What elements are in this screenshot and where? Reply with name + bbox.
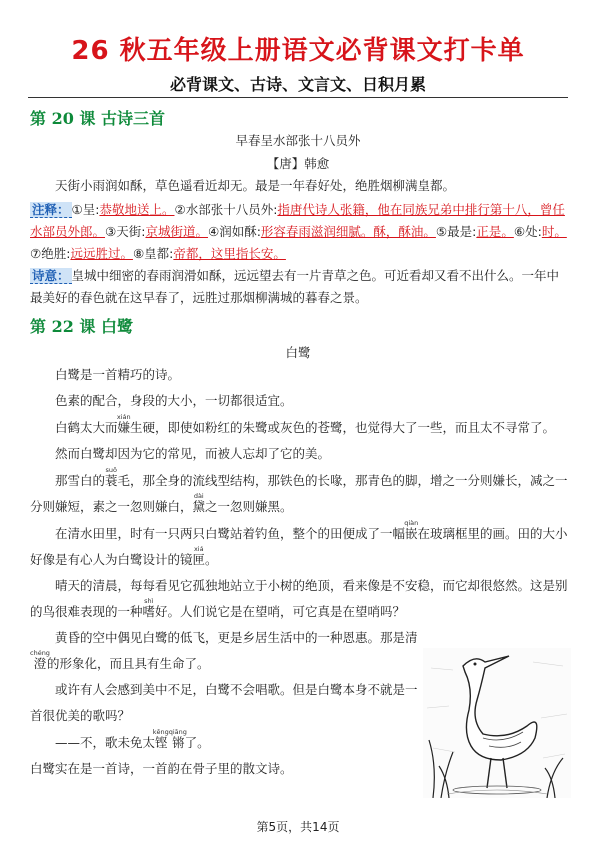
note-term: 润如酥: [219,224,261,239]
note-def: 恭敬地送上。 [99,202,175,217]
lesson-22-heading: 第 22 课 白鹭 [30,317,133,336]
note-term: 水部张十八员外: [185,202,278,217]
note-num: ⑤ [435,224,448,239]
note-term: 皇都: [144,246,174,261]
note-def: 指唐代诗人张籍，他在同族兄弟中排行第十八，曾任水部员外郎。 [30,202,565,239]
essay-paragraph: 白鹭是一首精巧的诗。 [55,367,181,382]
essay-paragraph: ——不，歌未免太铿锵kēngqiāng了。 [55,728,210,750]
note-num: ① [71,202,83,217]
note-def: 帝都，这里指长安。 [173,246,286,261]
essay-paragraph: 然而白鹭却因为它的常见，而被人忘却了它的美。 [55,446,331,461]
note-term: 呈: [82,202,100,217]
lesson-20-heading: 第 20 课 古诗三首 [30,109,165,128]
essay-paragraph: 在清水田里，时有一只两只白鹭站着钓鱼，整个的田便成了一幅嵌qiàn在玻璃框里的画。田的大小好像是有心人为白鹭设计的镜匣xiá。 [30,519,568,567]
egret-illustration [423,648,571,798]
note-num: ⑥ [513,224,526,239]
note-term: 绝胜: [41,246,71,261]
poem-meaning [30,265,570,309]
notes-label: 注释： [32,202,70,217]
note-term: 天街: [116,224,146,239]
poem-title: 早春呈水部张十八员外 [235,133,361,148]
essay-paragraph: 黄昏的空中偶见白鹭的低飞，更是乡居生活中的一种恩惠。那是清澄chéng的形象化，而且具有生命了。 [30,630,418,671]
meaning-label: 诗意： [32,268,70,283]
note-def: 形容春雨滋润细腻。酥，酥油。 [260,224,436,239]
header-divider [28,97,568,98]
essay-paragraph: 或许有人会感到美中不足，白鹭不会唱歌。但是白鹭本身不就是一首很优美的歌吗？ [30,682,418,723]
note-def: 京城街道。 [145,224,208,239]
note-def: 正是。 [476,224,514,239]
essay-title: 白鹭 [285,345,311,360]
essay-paragraph: 色素的配合，身段的大小，一切都很适宜。 [55,393,293,408]
note-num: ② [174,202,186,217]
poem-notes [30,199,570,265]
note-def: 远远胜过。 [70,246,133,261]
poem-author: 【唐】韩愈 [266,156,330,171]
essay-paragraph: 白鹭实在是一首诗，一首韵在骨子里的散文诗。 [30,761,293,776]
page-number: 第5页，共14页 [256,820,340,834]
essay-paragraph: 晴天的清晨，每每看见它孤独地站立于小树的绝顶，看来像是不安稳，而它却很悠然。这是别的鸟很难表现的一种嗜shì好。人们说它是在望哨，可它真是在望哨吗？ [30,578,568,619]
note-term: 处: [525,224,542,239]
meaning-text: 皇城中细密的春雨润滑如酥，远远望去有一片青草之色。可近看却又看不出什么。一年中最美好的春色就在这早春了，远胜过那烟柳满城的暮春之景。 [30,268,560,305]
note-term: 最是: [447,224,477,239]
page-title: 26 秋五年级上册语文必背课文打卡单 [71,36,525,66]
note-num: ⑦ [30,246,42,261]
note-def: 时。 [541,224,567,239]
page-subtitle: 必背课文、古诗、文言文、日积月累 [169,75,426,94]
note-num: ④ [207,224,220,239]
note-num: ⑧ [132,246,145,261]
note-num: ③ [105,224,117,239]
poem-text: 天街小雨润如酥，草色遥看近却无。最是一年春好处，绝胜烟柳满皇都。 [55,178,456,193]
essay-paragraph: 白鹤太大而嫌xián生硬，即使如粉红的朱鹭或灰色的苍鹭，也觉得大了一些，而且太不寻常了。 [55,413,556,435]
essay-paragraph: 那雪白的蓑suō毛，那全身的流线型结构，那铁色的长喙，那青色的脚，增之一分则嫌长，减之一分则嫌短，素之一忽则嫌白，黛dài之一忽则嫌黑。 [30,466,568,514]
